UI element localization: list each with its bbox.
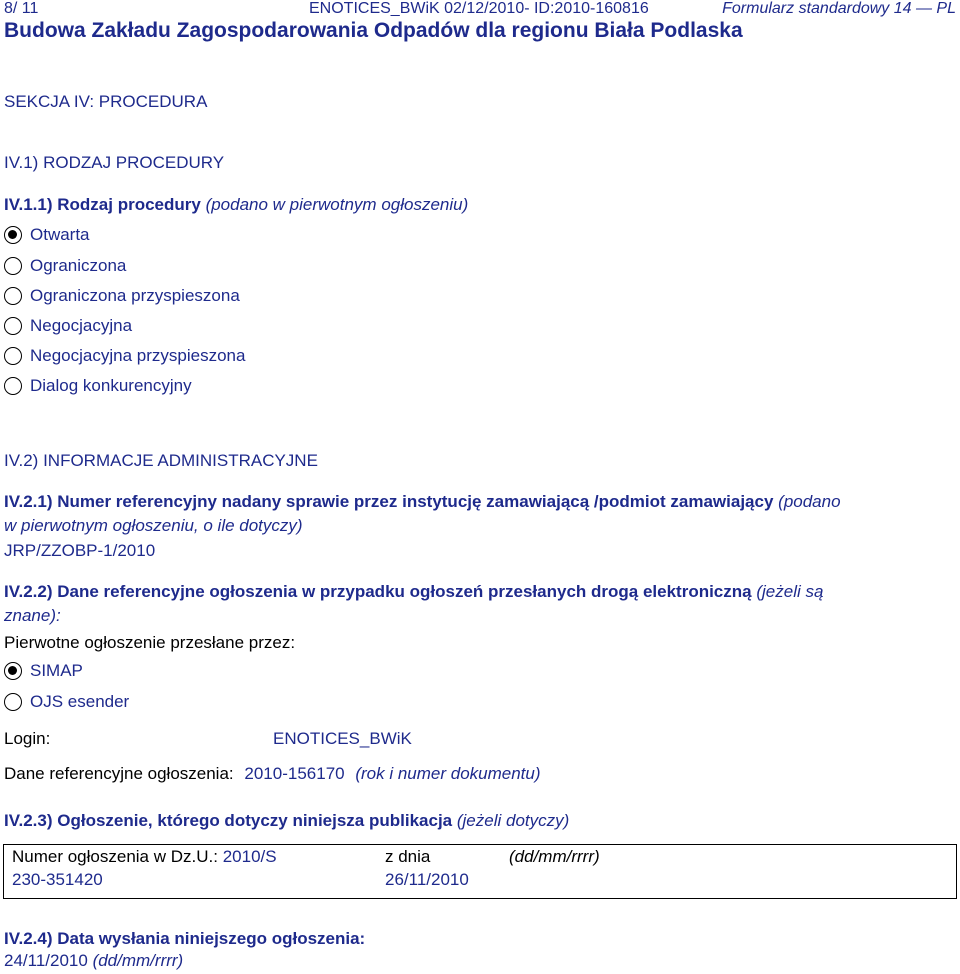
s422-question-title: IV.2.2) Dane referencyjne ogłoszenia w przypadku ogłoszeń przesłanych drogą elektroniczną	[4, 582, 752, 601]
s422-note-b: znane):	[4, 606, 61, 625]
radio-option-ograniczona-przyspieszona[interactable]	[4, 286, 240, 306]
s423-question-title: IV.2.3) Ogłoszenie, którego dotyczy niniejsza publikacja	[4, 811, 453, 830]
s41-question-title: IV.1.1) Rodzaj procedury	[4, 195, 201, 214]
send-date-row	[4, 951, 183, 971]
reference-data-note: (rok i numer dokumentu)	[355, 764, 541, 783]
s423-note: (jeżeli dotyczy)	[456, 811, 570, 830]
radio-option-negocjacyjna-przyspieszona[interactable]	[4, 346, 245, 366]
s41-question	[4, 195, 468, 215]
s41-title: IV.1) RODZAJ PROCEDURY	[4, 153, 225, 172]
radio-label: Dialog konkurencyjny	[30, 376, 192, 395]
s421-note-a: (podano	[778, 492, 841, 511]
document-title: Budowa Zakładu Zagospodarowania Odpadów dla regionu Biała Podlaska	[4, 19, 743, 42]
s421-note-b: w pierwotnym ogłoszeniu, o ile dotyczy)	[4, 516, 303, 535]
radio-empty-icon[interactable]	[4, 377, 22, 395]
reference-number-value: JRP/ZZOBP-1/2010	[4, 541, 156, 560]
reference-data-label: Dane referencyjne ogłoszenia:	[4, 764, 234, 783]
form-name: Formularz standardowy 14 — PL	[722, 0, 956, 17]
radio-label: Ograniczona przyspieszona	[30, 286, 240, 305]
reference-data-value: 2010-156170	[244, 764, 345, 783]
s42-title: IV.2) INFORMACJE ADMINISTRACYJNE	[4, 451, 318, 470]
radio-option-dialog-konkurencyjny[interactable]	[4, 376, 192, 396]
date-value: 26/11/2010	[385, 870, 469, 889]
notice-id: ENOTICES_BWiK 02/12/2010- ID:2010-160816	[309, 0, 649, 17]
radio-label: OJS esender	[30, 692, 130, 711]
page-number: 8/ 11	[4, 0, 39, 17]
radio-empty-icon[interactable]	[4, 347, 22, 365]
radio-label: Negocjacyjna	[30, 316, 133, 335]
radio-option-ograniczona[interactable]	[4, 256, 126, 276]
radio-empty-icon[interactable]	[4, 257, 22, 275]
radio-selected-icon[interactable]	[4, 226, 22, 244]
dzu-row	[12, 847, 277, 867]
radio-selected-icon[interactable]	[4, 662, 22, 680]
radio-label: Ograniczona	[30, 256, 127, 275]
publication-reference-box	[3, 844, 957, 899]
s421-question	[4, 492, 841, 512]
send-date-format: (dd/mm/rrrr)	[92, 951, 184, 970]
page-header	[4, 0, 956, 20]
date-format: (dd/mm/rrrr)	[509, 847, 600, 866]
send-date-value: 24/11/2010	[4, 951, 88, 970]
radio-label: Otwarta	[30, 225, 90, 244]
login-label: Login:	[4, 729, 51, 748]
radio-empty-icon[interactable]	[4, 317, 22, 335]
radio-option-otwarta[interactable]	[4, 225, 90, 245]
radio-empty-icon[interactable]	[4, 693, 22, 711]
radio-label: Negocjacyjna przyspieszona	[30, 346, 246, 365]
s421-question-title: IV.2.1) Numer referencyjny nadany sprawie przez instytucję zamawiającą /podmiot zamawiający	[4, 492, 774, 511]
date-label: z dnia	[385, 847, 431, 866]
reference-data-row	[4, 764, 541, 784]
radio-option-simap[interactable]	[4, 661, 83, 681]
radio-label: SIMAP	[30, 661, 83, 680]
dzu-value-a: 2010/S	[222, 847, 277, 866]
s423-question	[4, 811, 569, 831]
s41-question-note: (podano w pierwotnym ogłoszeniu)	[205, 195, 469, 214]
radio-empty-icon[interactable]	[4, 287, 22, 305]
section-title: SEKCJA IV: PROCEDURA	[4, 92, 208, 111]
s422-question	[4, 582, 823, 602]
sent-by-label: Pierwotne ogłoszenie przesłane przez:	[4, 633, 296, 652]
login-value: ENOTICES_BWiK	[273, 729, 412, 748]
s424-question-title: IV.2.4) Data wysłania niniejszego ogłoszenia:	[4, 929, 366, 948]
dzu-value-b: 230-351420	[12, 870, 103, 889]
radio-option-negocjacyjna[interactable]	[4, 316, 132, 336]
dzu-label: Numer ogłoszenia w Dz.U.:	[12, 847, 218, 866]
radio-option-ojs-esender[interactable]	[4, 692, 129, 712]
s422-note-a: (jeżeli są	[756, 582, 824, 601]
